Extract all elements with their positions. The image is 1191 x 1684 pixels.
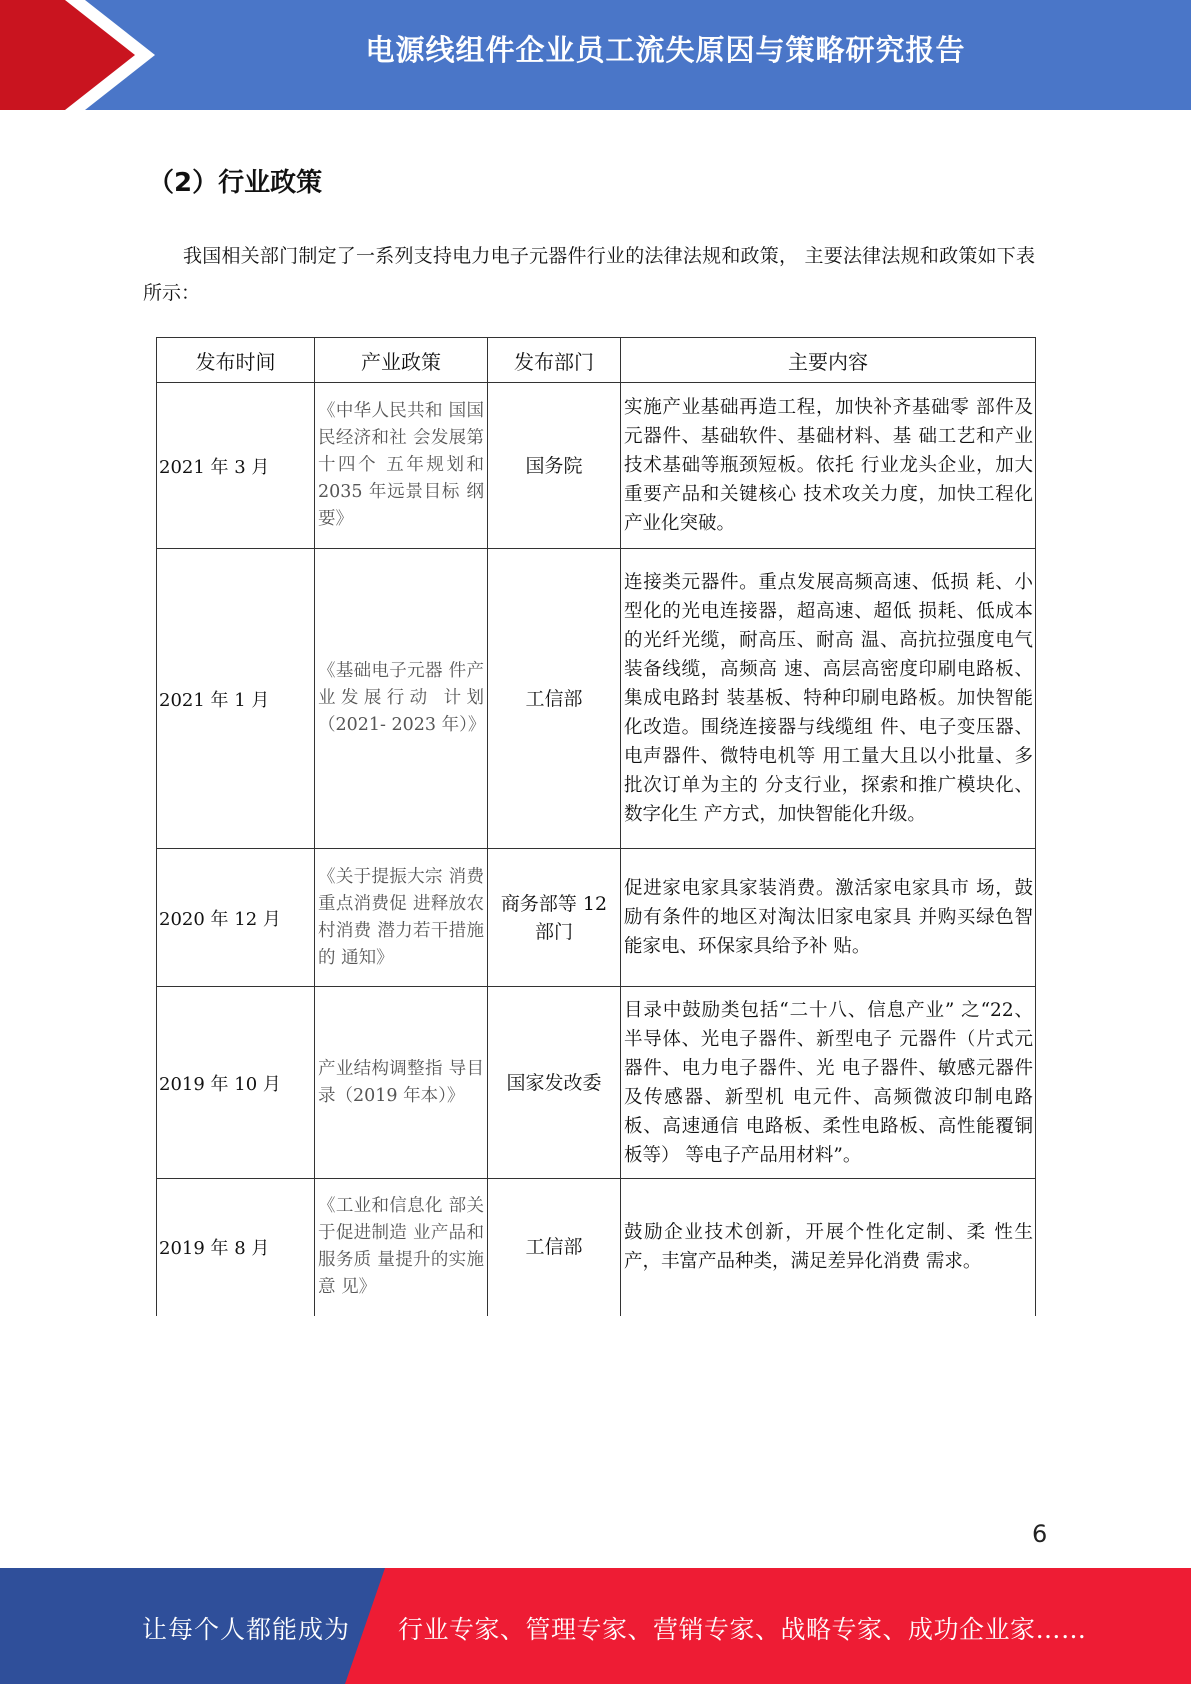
header-content: 主要内容 <box>621 338 1036 383</box>
header-banner <box>0 0 1191 110</box>
report-title: 电源线组件企业员工流失原因与策略研究报告 <box>365 33 966 67</box>
cell-department: 国家发改委 <box>488 987 621 1179</box>
cell-department: 工信部 <box>488 549 621 849</box>
cell-policy: 产业结构调整指 导目录（2019 年本）》 <box>315 987 488 1179</box>
header-red-arrow-shape <box>0 0 150 110</box>
cell-department: 国务院 <box>488 383 621 549</box>
table-row <box>157 383 1036 549</box>
table-row <box>157 849 1036 987</box>
footer-slogan-right: 行业专家、管理专家、营销专家、战略专家、成功企业家…… <box>398 1615 1087 1644</box>
intro-paragraph: 我国相关部门制定了一系列支持电力电子元器件行业的法律法规和政策， 主要法律法规和政策如下表所示： <box>143 245 1035 304</box>
header-policy: 产业政策 <box>315 338 488 383</box>
table-row <box>157 549 1036 849</box>
cell-date: 2021 年 1 月 <box>157 549 315 849</box>
page-number: 6 <box>1032 1520 1048 1548</box>
cell-policy: 《关于提振大宗 消费重点消费促 进释放农村消费 潜力若干措施的 通知》 <box>315 849 488 987</box>
cell-content: 连接类元器件。重点发展高频高速、低损 耗、小型化的光电连接器，超高速、超低 损耗、低成本的光纤光缆，耐高压、耐高 温、高抗拉强度电气装备线缆，高频高 速、高层高密度印刷电路板、集成电路封 装基板、特种印刷电路板。加快智能化改造。围绕连接器与线缆组 件、电子变压器、电声器件、微特电机等 用工量大且以小批量、多批次订单为主的 分支行业，探索和推广模块化、数字化生 产方式，加快智能化升级。 <box>621 549 1036 849</box>
table-row <box>157 987 1036 1179</box>
cell-policy: 《基础电子元器 件产业发展行动 计划（2021- 2023 年）》 <box>315 549 488 849</box>
policy-table <box>156 337 1036 1316</box>
header-date: 发布时间 <box>157 338 315 383</box>
cell-department: 商务部等 12 部门 <box>488 849 621 987</box>
cell-content: 实施产业基础再造工程，加快补齐基础零 部件及元器件、基础软件、基础材料、基 础工艺和产业技术基础等瓶颈短板。依托 行业龙头企业，加大重要产品和关键核心 技术攻关力度，加快工程化产业化突破。 <box>621 383 1036 549</box>
cell-policy: 《中华人民共和 国国民经济和社 会发展第十四个 五年规划和 2035 年远景目标 纲要》 <box>315 383 488 549</box>
table-header-row <box>157 338 1036 383</box>
table-row <box>157 1179 1036 1316</box>
section-heading: （2）行业政策 <box>148 168 323 198</box>
cell-content: 促进家电家具家装消费。激活家电家具市 场，鼓励有条件的地区对淘汰旧家电家具 并购买绿色智能家电、环保家具给予补 贴。 <box>621 849 1036 987</box>
cell-date: 2019 年 10 月 <box>157 987 315 1179</box>
footer-banner <box>0 1568 1191 1684</box>
cell-content: 目录中鼓励类包括“二十八、信息产业” 之“22、半导体、光电子器件、新型电子 元器件（片式元器件、电力电子器件、光 电子器件、敏感元器件及传感器、新型机 电元件、高频微波印制电路板、高速通信 电路板、柔性电路板、高性能覆铜板等） 等电子产品用材料”。 <box>621 987 1036 1179</box>
cell-date: 2021 年 3 月 <box>157 383 315 549</box>
header-department: 发布部门 <box>488 338 621 383</box>
cell-date: 2019 年 8 月 <box>157 1179 315 1316</box>
cell-date: 2020 年 12 月 <box>157 849 315 987</box>
footer-slogan-left: 让每个人都能成为 <box>142 1615 351 1644</box>
cell-content: 鼓励企业技术创新，开展个性化定制、柔 性生产，丰富产品种类，满足差异化消费 需求。 <box>621 1179 1036 1316</box>
cell-department: 工信部 <box>488 1179 621 1316</box>
cell-policy: 《工业和信息化 部关于促进制造 业产品和服务质 量提升的实施意 见》 <box>315 1179 488 1316</box>
